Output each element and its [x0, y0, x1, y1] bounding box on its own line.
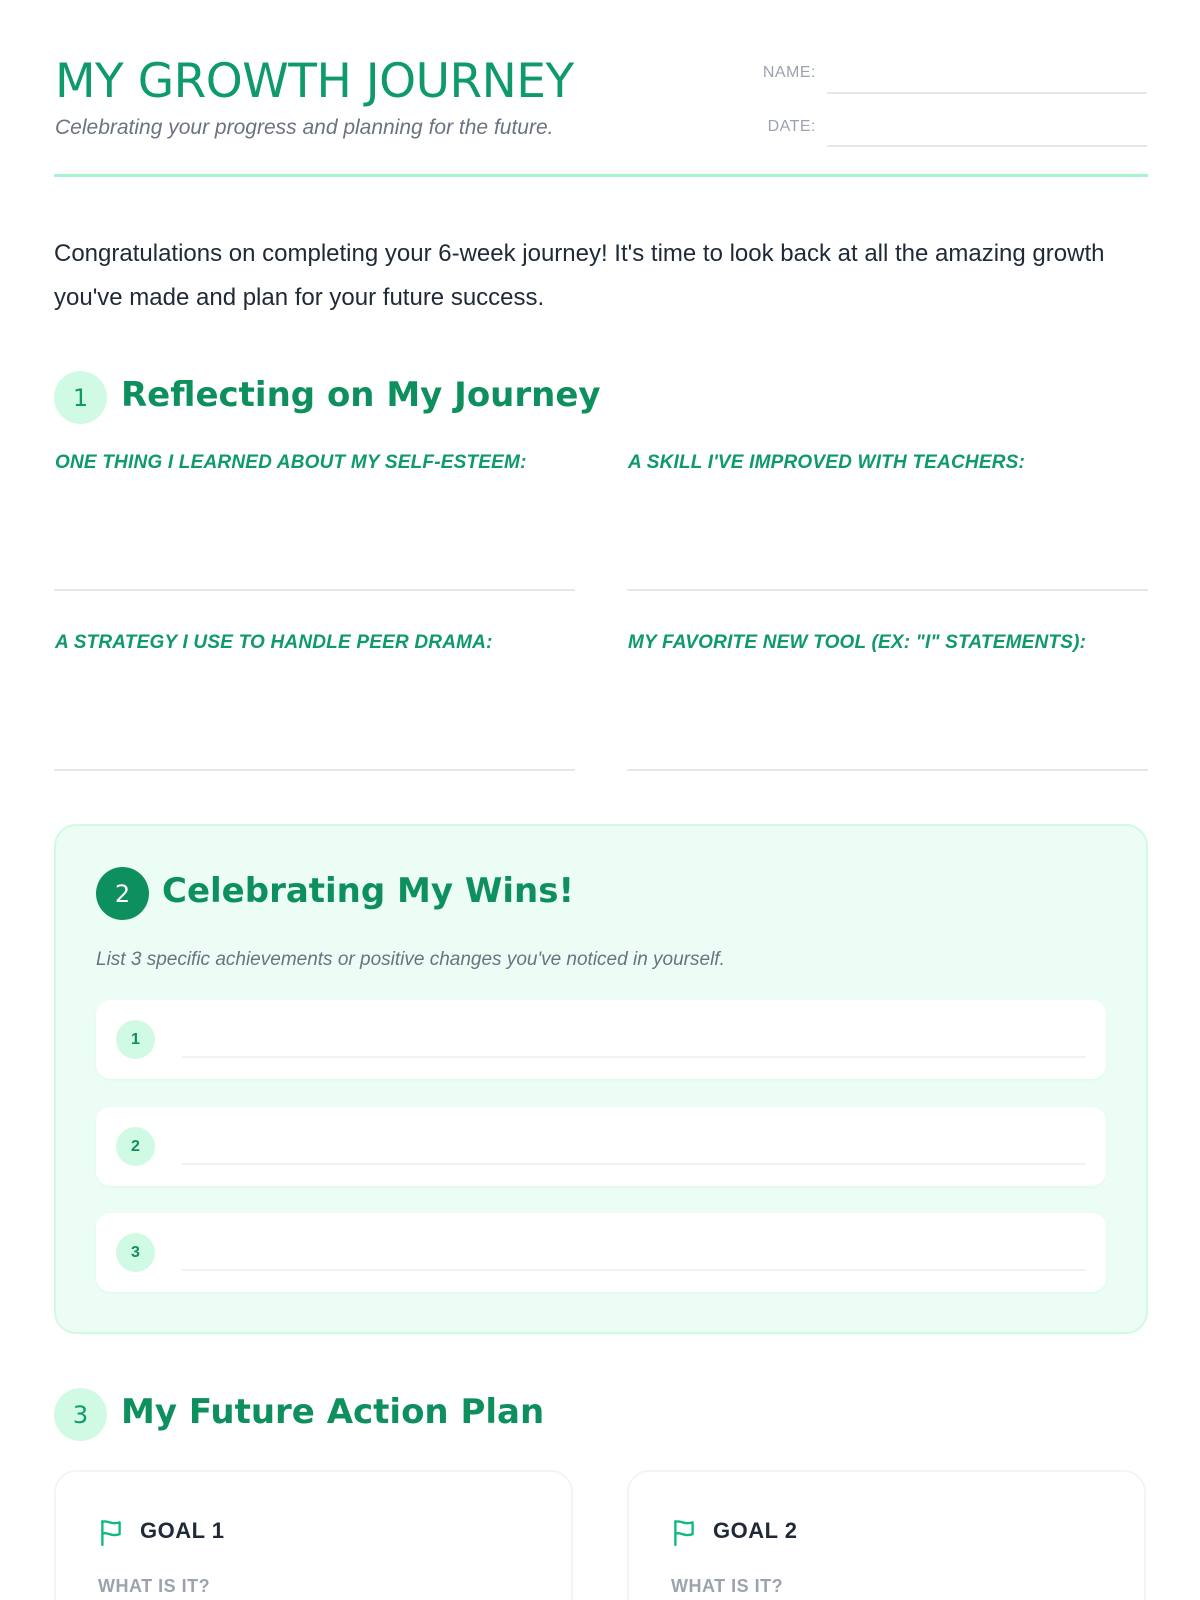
answer-field-teachers-skill[interactable]	[627, 589, 1148, 591]
name-field[interactable]	[827, 92, 1147, 94]
goal-1-what-label: WHAT IS IT?	[98, 1576, 211, 1596]
win-item-number: 3	[116, 1233, 155, 1272]
page-title: MY GROWTH JOURNEY	[55, 54, 574, 109]
win-item-number: 2	[116, 1127, 155, 1166]
prompt-teachers-skill: A SKILL I'VE IMPROVED WITH TEACHERS:	[628, 452, 1026, 473]
win-item-input-line[interactable]	[182, 1056, 1086, 1058]
goal-card-1	[54, 1470, 573, 1600]
name-label: NAME:	[762, 64, 816, 81]
date-label: DATE:	[767, 118, 816, 135]
win-item-number: 1	[116, 1020, 155, 1059]
win-item[interactable]	[96, 1107, 1106, 1186]
win-item[interactable]	[96, 1000, 1106, 1079]
flag-icon	[98, 1518, 124, 1546]
goal-2-what-label: WHAT IS IT?	[671, 1576, 784, 1596]
section-2-title: Celebrating My Wins!	[162, 871, 575, 911]
wins-hint: List 3 specific achievements or positive changes you've noticed in yourself.	[96, 949, 725, 970]
date-field[interactable]	[827, 145, 1147, 147]
answer-field-self-esteem[interactable]	[54, 589, 575, 591]
prompt-self-esteem: ONE THING I LEARNED ABOUT MY SELF-ESTEEM:	[55, 452, 527, 473]
section-3-title: My Future Action Plan	[121, 1392, 545, 1432]
answer-field-peer-drama[interactable]	[54, 769, 575, 771]
win-item[interactable]	[96, 1213, 1106, 1292]
intro-text: Congratulations on completing your 6-week journey! It's time to look back at all the amazing growth you've made and plan for your future success.	[54, 240, 1105, 311]
prompt-peer-drama: A STRATEGY I USE TO HANDLE PEER DRAMA:	[55, 632, 493, 653]
win-item-input-line[interactable]	[182, 1269, 1086, 1271]
goal-1-title: GOAL 1	[140, 1518, 225, 1543]
goal-card-2	[627, 1470, 1146, 1600]
header-divider	[54, 174, 1148, 177]
win-item-input-line[interactable]	[182, 1163, 1086, 1165]
answer-field-favorite-tool[interactable]	[627, 769, 1148, 771]
section-1-title: Reflecting on My Journey	[121, 375, 601, 415]
section-2-number: 2	[96, 867, 149, 920]
section-3-number: 3	[54, 1388, 107, 1441]
page-subtitle: Celebrating your progress and planning for the future.	[55, 116, 554, 139]
section-1-number: 1	[54, 371, 107, 424]
goal-2-title: GOAL 2	[713, 1518, 798, 1543]
prompt-favorite-tool: MY FAVORITE NEW TOOL (EX: "I" STATEMENTS):	[628, 632, 1087, 653]
flag-icon	[671, 1518, 697, 1546]
